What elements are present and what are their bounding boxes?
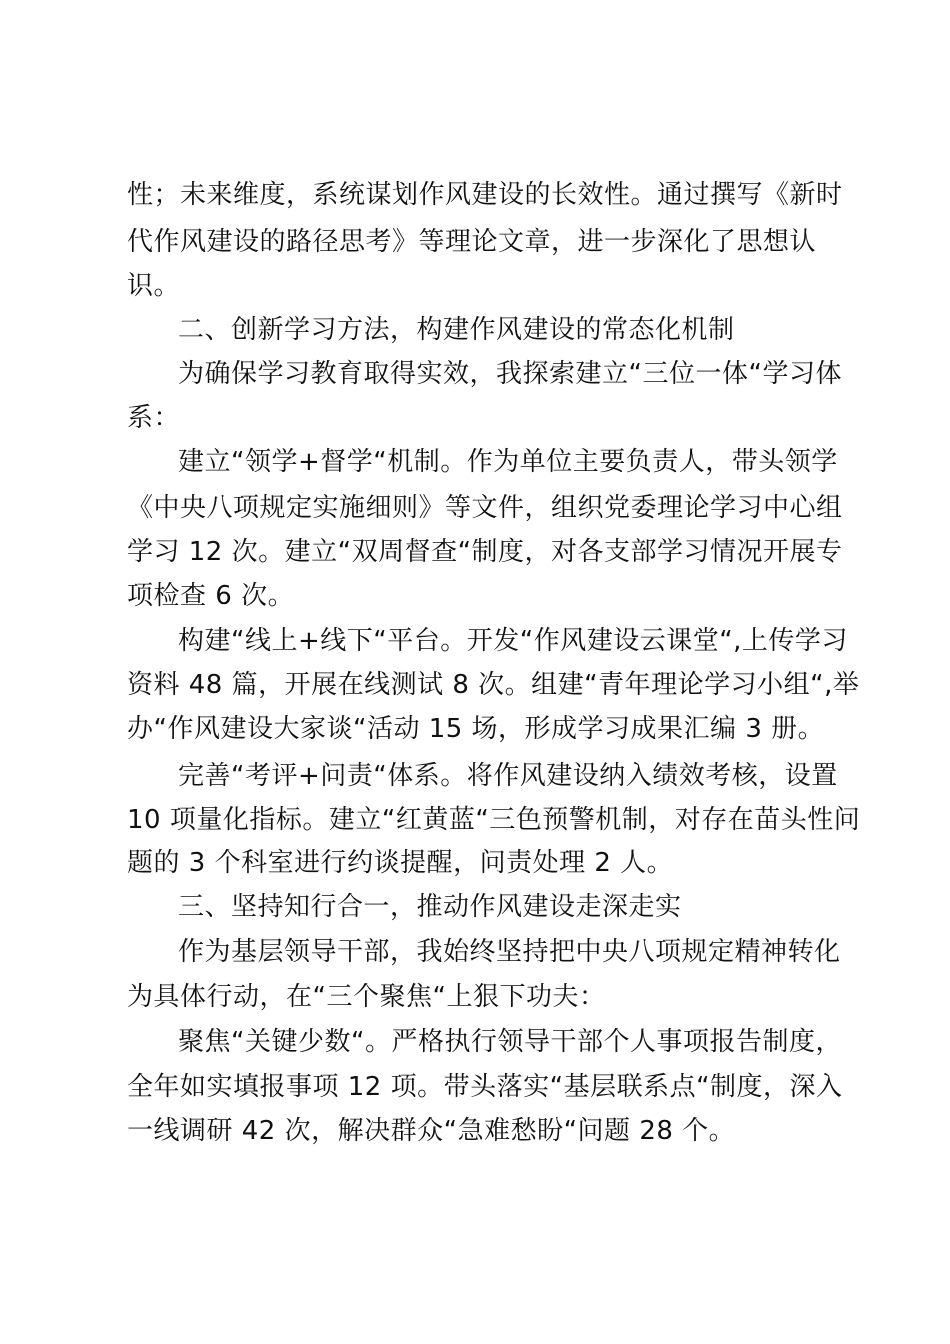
- text-line: 10 项量化指标。建立“红黄蓝“三色预警机制，对存在苗头性问: [127, 805, 861, 835]
- section-heading: 三、坚持知行合一，推动作风建设走深走实: [178, 892, 682, 922]
- text-line: 识。: [127, 271, 181, 301]
- text-line: 性；未来维度，系统谋划作风建设的长效性。通过撰写《新时: [127, 180, 843, 210]
- text-line: 资料 48 篇，开展在线测试 8 次。组建“青年理论学习小组“,举: [127, 670, 860, 700]
- text-line: 代作风建设的路径思考》等理论文章，进一步深化了思想认: [127, 227, 817, 257]
- text-line: 全年如实填报事项 12 项。带头落实“基层联系点“制度，深入: [127, 1072, 843, 1102]
- text-line: 一线调研 42 次，解决群众“急难愁盼“问题 28 个。: [127, 1116, 736, 1146]
- text-line: 为确保学习教育取得实效，我探索建立“三位一体“学习体: [178, 359, 842, 389]
- section-heading: 二、创新学习方法，构建作风建设的常态化机制: [178, 315, 735, 345]
- text-line: 建立“领学+督学“机制。作为单位主要负责人，带头领学: [178, 447, 838, 477]
- text-line: 《中央八项规定实施细则》等文件，组织党委理论学习中心组: [127, 493, 843, 523]
- text-line: 题的 3 个科室进行约谈提醒，问责处理 2 人。: [127, 848, 674, 878]
- text-line: 学习 12 次。建立“双周督查“制度，对各支部学习情况开展专: [127, 537, 843, 567]
- text-line: 作为基层领导干部，我始终坚持把中央八项规定精神转化: [178, 937, 841, 967]
- text-line: 完善“考评+问责“体系。将作风建设纳入绩效考核，设置: [178, 761, 838, 791]
- text-line: 系：: [127, 403, 181, 433]
- text-line: 为具体行动，在“三个聚焦“上狠下功夫：: [127, 982, 606, 1012]
- text-line: 聚焦“关键少数“。严格执行领导干部个人事项报告制度，: [178, 1027, 842, 1057]
- text-line: 构建“线上+线下“平台。开发“作风建设云课堂“,上传学习: [178, 626, 848, 656]
- text-line: 办“作风建设大家谈“活动 15 场，形成学习成果汇编 3 册。: [127, 714, 825, 744]
- text-line: 项检查 6 次。: [127, 581, 295, 611]
